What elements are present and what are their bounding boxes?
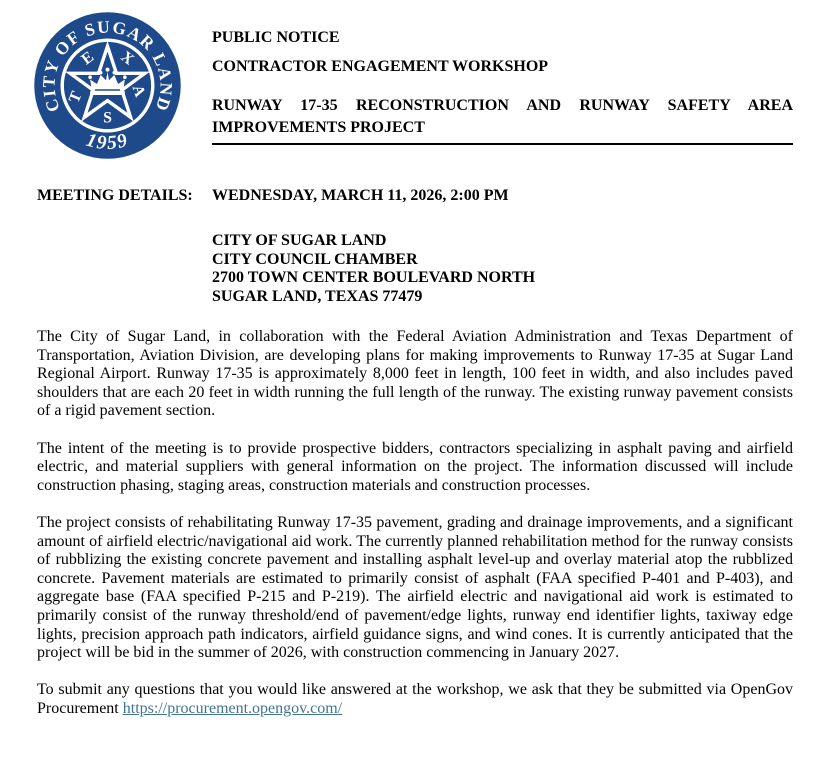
star-letter-a: A [128,82,149,100]
paragraph-project-scope: The project consists of rehabilitating Runway 17-35 pavement, grading and drainage improvements, and a significant amount of airfield electric/navigational aid work. The currently planned rehabilitation method for the runway consists of rubblizing the existing concrete pavement and installing asphalt level-up and overlay material atop the rubblized concrete. Pavement materials are estimated to primarily consist of asphalt (FAA specified P-401 and P-403), and aggregate base (FAA specified P-215 and P-219). The airfield electric and navigational aid work is estimated to primarily consist of the runway threshold/end of pavement/edge lights, runway end identifier lights, taxiway edge lights, precision approach path indicators, airfield guidance signs, and wind cones. It is currently anticipated that the project will be bid in the summer of 2026, with construction commencing in January 2027. [37,513,793,662]
seal-graphic [32,10,183,161]
meeting-location-line: CITY OF SUGAR LAND [212,232,387,249]
meeting-location-line: 2700 TOWN CENTER BOULEVARD NORTH [212,269,536,287]
star-letter-e: E [78,48,98,69]
closing-text: To submit any questions that you would like answered at the workshop, we ask that they be submitted via OpenGov Procurement [37,681,793,717]
meeting-location-line: SUGAR LAND, TEXAS 77479 [212,287,423,305]
project-title: RUNWAY 17-35 RECONSTRUCTION AND RUNWAY SAFETY AREA IMPROVEMENTS PROJECT [212,97,793,136]
seal-year: 1959 [83,129,132,155]
meeting-details-label: MEETING DETAILS: [37,187,193,204]
public-notice-title: PUBLIC NOTICE [212,29,340,46]
notice-body [37,328,793,718]
meeting-details-section [37,186,793,306]
seal-ring-text: CITY OF SUGAR LAND [39,17,176,115]
star-letter-x: X [117,48,137,69]
meeting-datetime: WEDNESDAY, MARCH 11, 2026, 2:00 PM [212,187,509,204]
city-of-sugar-land-seal [32,10,183,161]
meeting-location-line: CITY COUNCIL CHAMBER [212,250,418,268]
paragraph-project-overview: The City of Sugar Land, in collaboration with the Federal Aviation Administration and Texas Department of Transportation, Aviation Division, are developing plans for making improvements to Runway 17-35 at Sugar Land Regional Airport. Runway 17-35 is approximately 8,000 feet in length, 100 feet in width, and also includes paved shoulders that are each 20 feet in width running the full length of the runway. The existing runway pavement consists of a rigid pavement section. [37,328,793,420]
meeting-details-row [37,186,793,206]
star-letter-s: S [103,109,112,127]
header-rule [212,143,793,145]
star-letter-t: T [65,89,86,106]
paragraph-closing [37,681,793,718]
paragraph-meeting-intent: The intent of the meeting is to provide prospective bidders, contractors specializing in asphalt paving and airfield electric, and material suppliers with general information on the project. The information discussed will include construction phasing, staging areas, construction materials and construction processes. [37,439,793,494]
document-header [212,27,793,145]
opengov-procurement-link[interactable]: https://procurement.opengov.com/ [122,699,343,717]
meeting-location [212,232,793,306]
workshop-title: CONTRACTOR ENGAGEMENT WORKSHOP [212,57,549,75]
